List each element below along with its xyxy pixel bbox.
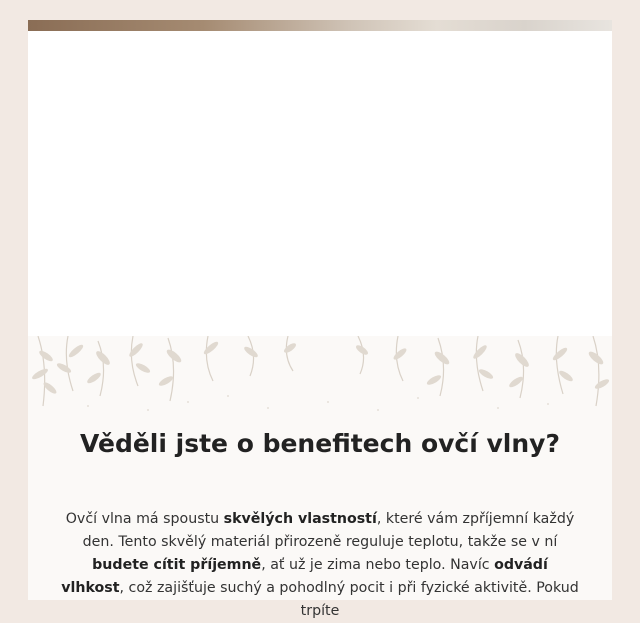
paragraph-text: Ovčí vlna má spoustu bbox=[65, 511, 224, 527]
paragraph-bold-text: skvělých vlastností bbox=[223, 511, 377, 527]
paragraph-bold-text: budete cítit příjemně bbox=[92, 557, 262, 573]
paragraph-text: , což zajišťuje suchý a pohodlný pocit i při fyzické aktivitě. Pokud trpíte bbox=[119, 580, 579, 619]
image-placeholder bbox=[28, 31, 612, 336]
winter-foliage-icon bbox=[28, 336, 612, 416]
paragraph-bold-text: odvádí vlhkost bbox=[61, 557, 548, 596]
article-paragraph bbox=[60, 508, 580, 623]
paragraph-text: , které vám zpříjemní každý den. Tento skvělý materiál přirozeně reguluje teplotu, takže se v ní bbox=[82, 511, 575, 550]
hero-image bbox=[28, 20, 612, 31]
article-heading: Věděli jste o benefitech ovčí vlny? bbox=[80, 429, 560, 458]
paragraph-text: , ať už je zima nebo teplo. Navíc bbox=[261, 557, 495, 573]
